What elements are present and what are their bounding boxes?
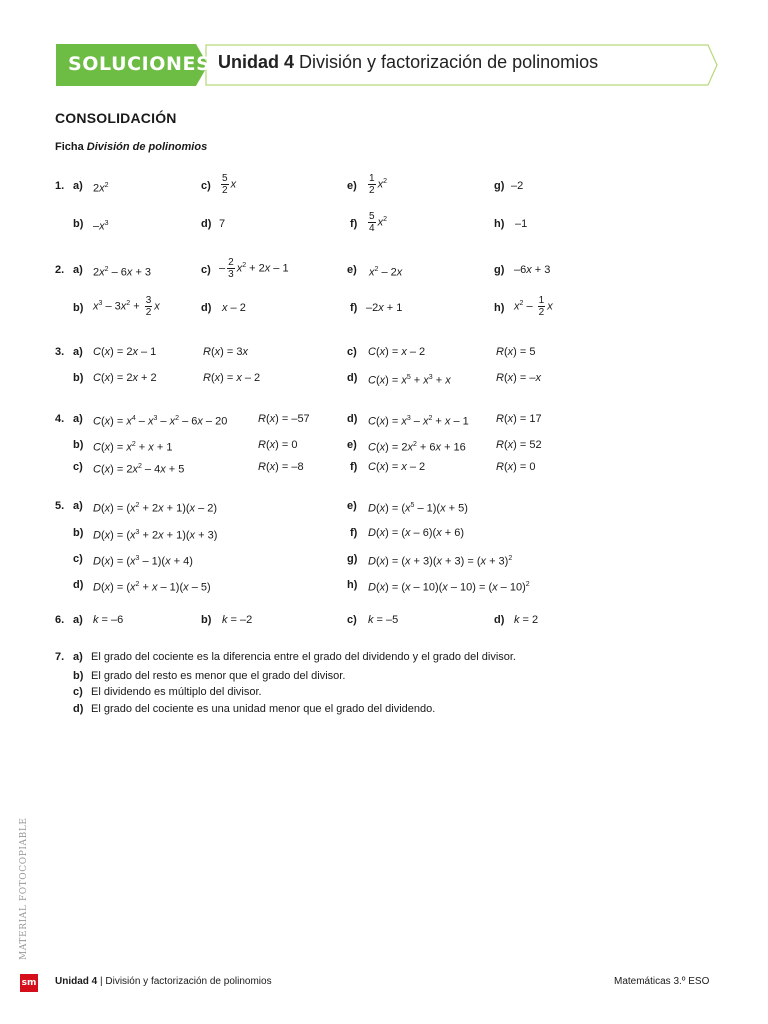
answer: C(x) = 2x + 2 [93,372,157,384]
exercise-number: 5. [55,500,65,512]
answer: $D(x) = (x^2 + 2x + 1)(x - 2)$ [93,502,218,515]
page-header [56,44,716,84]
item-label: a) [73,614,83,626]
item-label: d) [347,413,358,425]
item-label: e) [347,264,357,276]
answer: k = –5 [368,614,399,626]
answer: R(x) = 0 [258,439,298,451]
answer: –6x + 3 [514,264,551,276]
answer: k = –6 [93,614,124,626]
answer: R(x) = –57 [258,413,310,425]
answer: R(x) = 5 [496,346,536,358]
item-label: g) [494,264,505,276]
item-label: f) [350,461,358,473]
answer: D(x) = (x – 6)(x + 6) [368,527,465,539]
exercise-number: 4. [55,413,65,425]
item-label: g) [347,553,358,565]
item-label: f) [350,527,358,539]
item-label: e) [347,500,357,512]
item-label: c) [347,614,357,626]
answer: $x^3 - 3x^2$ + $\frac{3}{2}$ x [93,295,160,318]
publisher-logo: sm [20,974,38,992]
answer: $C(x) = x^4 - x^3 - x^2 - 6x - 20$ [93,415,228,428]
footer-course: Matemáticas 3.º ESO [614,976,710,987]
answer: $-x^3$ [93,220,109,233]
answer: D(x) = (x – 10)(x – 10) = (x – 10)$^2$ [368,581,530,594]
item-label: b) [201,614,212,626]
item-label: h) [494,302,505,314]
item-label: b) [73,218,84,230]
item-label: d) [201,302,212,314]
item-label: h) [494,218,505,230]
item-label: a) [73,413,83,425]
item-label: h) [347,579,358,591]
answer-text: El grado del cociente es una unidad menor que el grado del dividendo. [91,703,436,715]
exercise-number: 7. [55,651,65,663]
answer: –2x + 1 [366,302,403,314]
item-label: c) [201,180,211,192]
answer: R(x) = –8 [258,461,304,473]
answer-text: El dividendo es múltiplo del divisor. [91,686,262,698]
answer: R(x) = 3x [203,346,248,358]
answer: R(x) = x – 2 [203,372,261,384]
item-label: c) [73,686,83,698]
answer-text: El grado del cociente es la diferencia entre el grado del dividendo y el grado del divisor. [91,651,516,663]
item-label: a) [73,264,83,276]
answer: $C(x) = x^5 + x^3 + x$ [368,374,451,387]
item-label: b) [73,439,84,451]
item-label: a) [73,651,83,663]
answer: $C(x) = x^2 + x + 1$ [93,441,173,454]
exercise-number: 3. [55,346,65,358]
photocopiable-label: MATERIAL FOTOCOPIABLE [19,817,29,960]
item-label: d) [201,218,212,230]
item-label: a) [73,500,83,512]
item-label: f) [350,218,358,230]
answer: R(x) = 0 [496,461,536,473]
unit-title: Unidad 4 División y factorización de polinomios [218,52,599,72]
item-label: a) [73,180,83,192]
item-label: f) [350,302,358,314]
answer-text: El grado del resto es menor que el grado del divisor. [91,670,346,682]
exercise-number: 6. [55,614,65,626]
answer: $D(x) = (x^2 + x - 1)(x - 5)$ [93,581,211,594]
answer: R(x) = –x [496,372,541,384]
section-title: CONSOLIDACIÓN [55,110,177,126]
answer: $C(x) = x^3 - x^2 + x - 1$ [368,415,469,428]
answer: C(x) = x – 2 [368,346,426,358]
footer-unit: Unidad 4 | División y factorización de polinomios [55,976,272,987]
answer: R(x) = 17 [496,413,542,425]
item-label: c) [347,346,357,358]
answer: C(x) = 2x – 1 [93,346,157,358]
answer: $D(x) = (x^3 + 2x + 1)(x + 3)$ [93,529,218,542]
exercise-number: 2. [55,264,65,276]
item-label: e) [347,439,357,451]
answer: $\frac{1}{2}$ $x^2$ [369,173,387,196]
answer: $C(x) = 2x^2 + 6x + 16$ [368,441,466,454]
answer: x – 2 [222,302,246,314]
exercise-number: 1. [55,180,65,192]
answer: k = 2 [514,614,539,626]
solutions-badge: SOLUCIONES [68,53,211,75]
answer: $\frac{5}{2}$ x [222,173,237,196]
item-label: b) [73,527,84,539]
answer: C(x) = x – 2 [368,461,426,473]
answer: $2x^2$ [93,182,109,195]
item-label: e) [347,180,357,192]
answer: k = –2 [222,614,253,626]
answer: R(x) = 52 [496,439,542,451]
item-label: d) [73,703,84,715]
item-label: c) [201,264,211,276]
answer: $D(x) = (x^3 - 1)(x + 4)$ [93,555,193,568]
answer: $D(x) = (x^5 - 1)(x + 5)$ [368,502,468,515]
item-label: d) [347,372,358,384]
item-label: b) [73,372,84,384]
worksheet-title: Ficha División de polinomios [55,141,208,153]
item-label: b) [73,670,84,682]
item-label: d) [73,579,84,591]
answer: $\frac{5}{4}$ $x^2$ [369,211,387,234]
answer: $x^2$ – $\frac{1}{2}$ x [514,295,553,318]
item-label: b) [73,302,84,314]
item-label: c) [73,461,83,473]
item-label: g) [494,180,505,192]
answer: 7 [219,218,226,230]
answer: –2 [511,180,524,192]
item-label: c) [73,553,83,565]
item-label: d) [494,614,505,626]
answer: $x^2 - 2x$ [369,266,403,279]
answer: $C(x) = 2x^2 - 4x + 5$ [93,463,185,476]
item-label: a) [73,346,83,358]
answer: $D(x) = (x + 3)(x + 3) = (x + 3)^2$ [368,555,513,568]
answer: –1 [515,218,528,230]
answer: $2x^2 - 6x + 3$ [93,266,152,279]
answer: – $\frac{2}{3}$ $x^2 + 2x - 1$ [219,257,289,280]
